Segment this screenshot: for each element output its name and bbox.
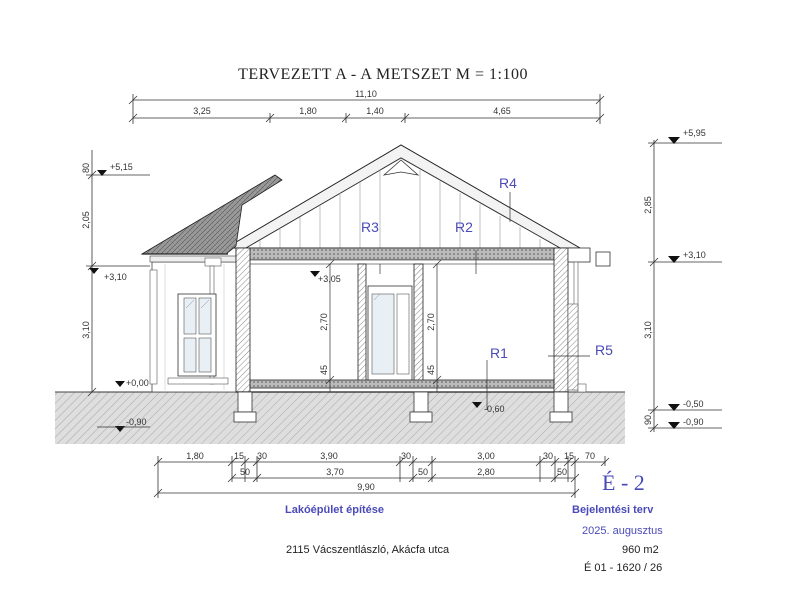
bottom-dimensions bbox=[154, 456, 609, 498]
drawing-number: É 01 - 1620 / 26 bbox=[584, 562, 663, 574]
plan-date: 2025. augusztus bbox=[582, 525, 663, 537]
dim-bottom-row2-4: 2,80 bbox=[477, 467, 495, 477]
dim-total-width: 11,10 bbox=[355, 89, 377, 99]
dim-bottom-row2-2: 3,70 bbox=[326, 467, 344, 477]
level-minus-0-50: -0,50 bbox=[683, 399, 704, 409]
label-r1: R1 bbox=[490, 345, 508, 361]
dim-bottom-row1-6: 3,00 bbox=[477, 451, 495, 461]
dim-left-310: 3,10 bbox=[81, 321, 91, 339]
dim-inner-270-b: 2,70 bbox=[426, 313, 436, 331]
dim-inner-45-a: 45 bbox=[319, 364, 329, 376]
dim-bottom-row1-7: 30 bbox=[542, 451, 554, 461]
label-r5: R5 bbox=[595, 342, 613, 358]
dim-inner-270-a: 2,70 bbox=[319, 313, 329, 331]
bottom-dims-row-2 bbox=[240, 467, 567, 477]
dim-top-4: 4,65 bbox=[493, 106, 511, 116]
level-minus-0-90-right: -0,90 bbox=[683, 417, 704, 427]
dim-bottom-row2-1: 50 bbox=[239, 467, 251, 477]
level-plus-5-95: +5,95 bbox=[683, 128, 706, 138]
dim-bottom-row1-8: 15 bbox=[563, 451, 575, 461]
dim-bottom-row1-5: 30 bbox=[400, 451, 412, 461]
dim-right-285: 2,85 bbox=[643, 196, 653, 214]
sheet-code: É - 2 bbox=[602, 470, 645, 495]
dim-top-1: 3,25 bbox=[193, 106, 211, 116]
level-plus-3-10-left: +3,10 bbox=[104, 272, 127, 282]
dim-left-80: 80 bbox=[81, 162, 91, 174]
dim-bottom-row1-4: 3,90 bbox=[320, 451, 338, 461]
gable-roof bbox=[226, 145, 580, 250]
plan-type: Bejelentési terv bbox=[572, 504, 654, 516]
dim-right-310: 3,10 bbox=[643, 321, 653, 339]
dim-bottom-total: 9,90 bbox=[357, 482, 375, 492]
dim-right-90: 90 bbox=[643, 414, 653, 426]
dim-bottom-row1-9: 70 bbox=[584, 451, 596, 461]
label-r2: R2 bbox=[455, 219, 473, 235]
dim-bottom-row1-1: 1,80 bbox=[186, 451, 204, 461]
dim-top-3: 1,40 bbox=[366, 106, 384, 116]
drawing-title: TERVEZETT A - A METSZET M = 1:100 bbox=[238, 66, 528, 83]
site-area: 960 m2 bbox=[622, 544, 659, 556]
dim-bottom-row2-5: 50 bbox=[556, 467, 568, 477]
level-minus-0-90-left: -0,90 bbox=[126, 417, 147, 427]
label-r3: R3 bbox=[361, 219, 379, 235]
dim-bottom-row1-2: 15 bbox=[233, 451, 245, 461]
dim-left-205: 2,05 bbox=[81, 211, 91, 229]
level-plus-3-10-right: +3,10 bbox=[683, 250, 706, 260]
level-plus-5-15: +5,15 bbox=[110, 162, 133, 172]
level-zero: +0,00 bbox=[126, 378, 149, 388]
side-wing-wall bbox=[150, 256, 240, 392]
dim-bottom-row1-3: 30 bbox=[256, 451, 268, 461]
dim-inner-45-b: 45 bbox=[426, 364, 436, 376]
site-address: 2115 Vácszentlászló, Akácfa utca bbox=[286, 544, 450, 556]
label-r4: R4 bbox=[499, 175, 517, 191]
project-name: Lakóépület építése bbox=[285, 504, 385, 516]
right-dimensions bbox=[648, 139, 722, 432]
level-minus-0-60: -0,60 bbox=[484, 404, 505, 414]
dim-top-2: 1,80 bbox=[299, 106, 317, 116]
dim-bottom-row2-3: 50 bbox=[417, 467, 429, 477]
level-plus-3-05: +3,05 bbox=[318, 274, 341, 284]
right-level-markers bbox=[668, 137, 680, 429]
